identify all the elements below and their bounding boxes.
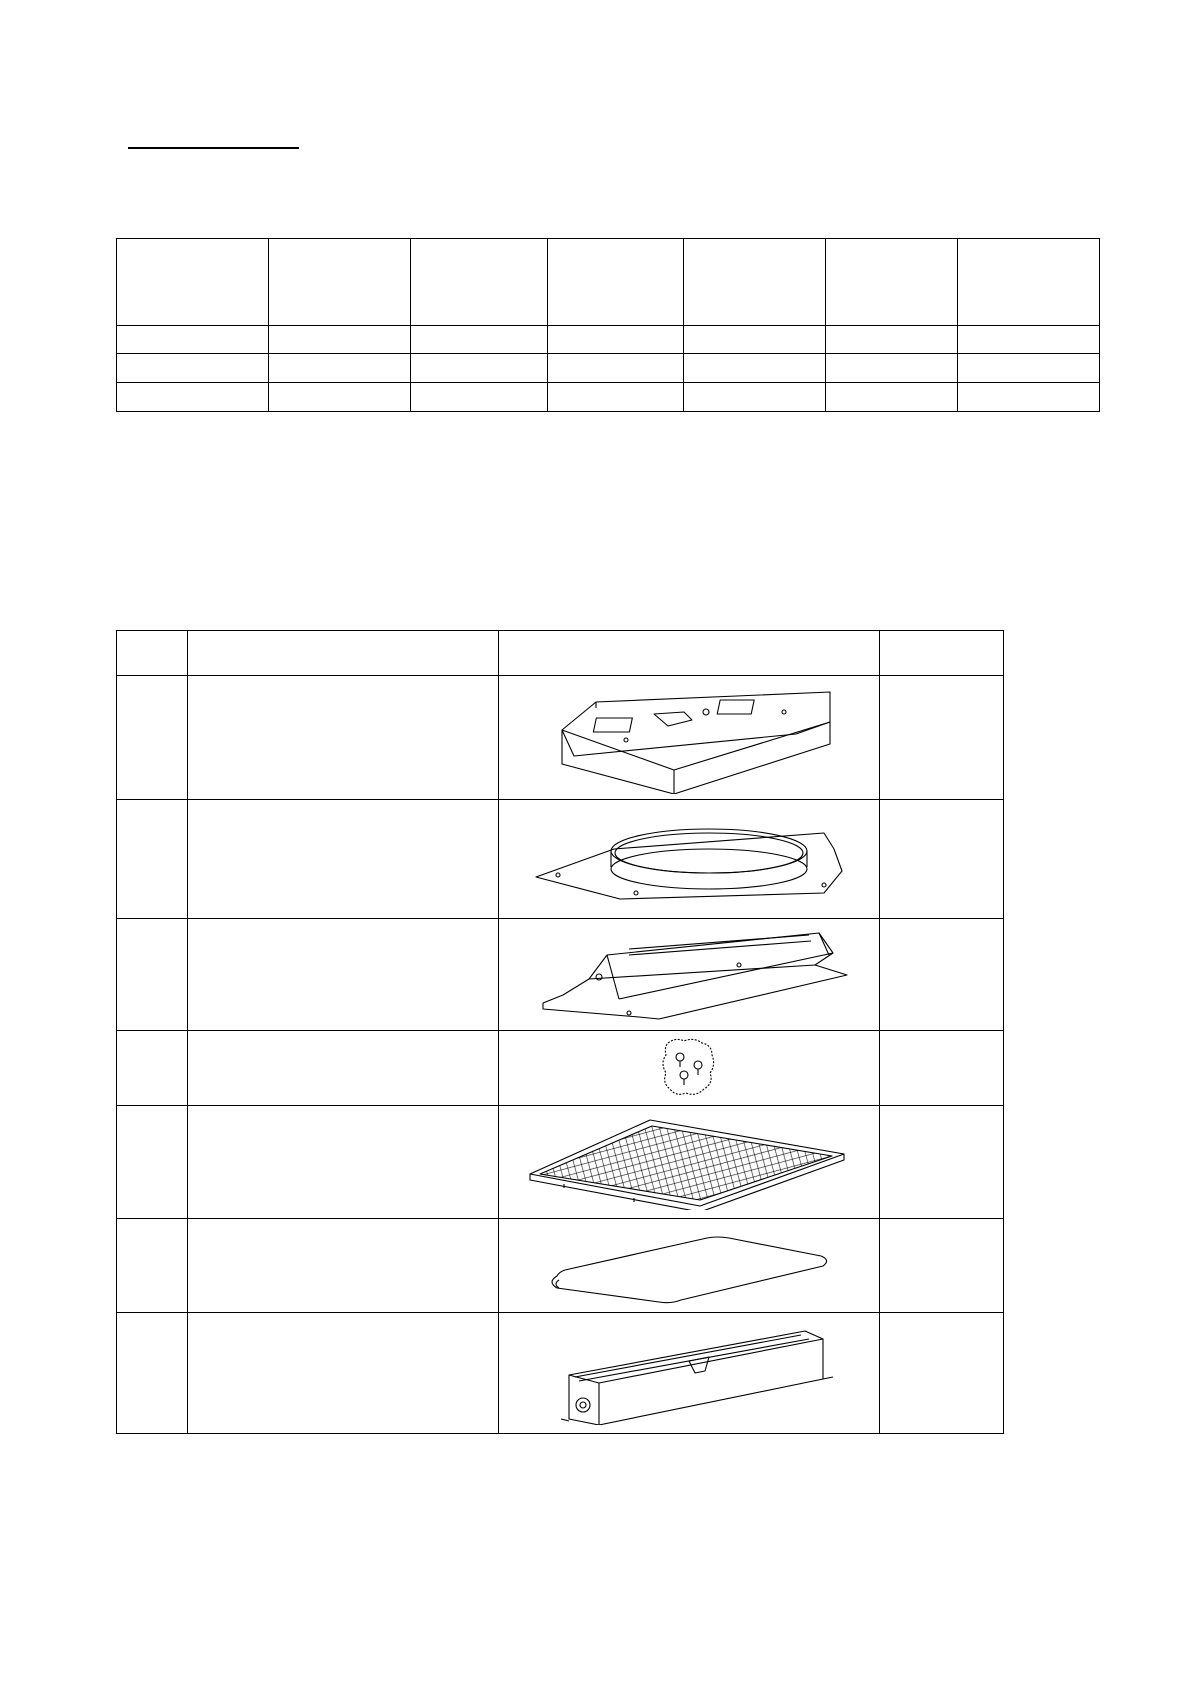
spec-cell xyxy=(548,326,684,354)
part-image-cell xyxy=(499,1219,880,1313)
part-name-cell xyxy=(188,1219,499,1313)
spec-cell xyxy=(117,354,269,383)
spec-cell xyxy=(411,354,548,383)
screws-bag-icon xyxy=(654,1035,724,1101)
spec-cell xyxy=(684,239,826,326)
part-no-cell xyxy=(117,1106,188,1219)
part-name-cell xyxy=(188,1313,499,1434)
spec-cell xyxy=(958,354,1100,383)
table-row xyxy=(117,1106,1004,1219)
flat-cover-plate-icon xyxy=(539,1226,839,1306)
part-no-cell xyxy=(117,676,188,800)
part-image-cell xyxy=(499,676,880,800)
part-no-cell xyxy=(117,1031,188,1106)
round-duct-adapter-plate-icon xyxy=(524,809,854,909)
spec-header-row xyxy=(117,239,1100,326)
table-row xyxy=(117,1313,1004,1434)
spec-cell xyxy=(269,326,411,354)
part-name-cell xyxy=(188,1031,499,1106)
part-qty-cell xyxy=(880,1031,1004,1106)
header-name-cell xyxy=(188,631,499,676)
part-no-cell xyxy=(117,919,188,1031)
part-qty-cell xyxy=(880,1106,1004,1219)
part-name-cell xyxy=(188,919,499,1031)
part-no-cell xyxy=(117,1219,188,1313)
spec-cell xyxy=(958,383,1100,412)
grease-mesh-filter-icon xyxy=(524,1114,854,1210)
spec-row xyxy=(117,354,1100,383)
spec-cell xyxy=(684,354,826,383)
part-no-cell xyxy=(117,800,188,919)
specification-table xyxy=(116,238,1100,412)
spec-cell xyxy=(958,326,1100,354)
spec-row xyxy=(117,326,1100,354)
part-name-cell xyxy=(188,676,499,800)
parts-list-table xyxy=(116,630,1004,1434)
part-qty-cell xyxy=(880,1219,1004,1313)
spec-cell xyxy=(548,354,684,383)
spec-cell xyxy=(117,239,269,326)
range-hood-body-icon xyxy=(534,682,844,794)
part-image-cell xyxy=(499,919,880,1031)
mounting-bracket-icon xyxy=(529,925,849,1025)
spec-cell xyxy=(269,383,411,412)
part-name-cell xyxy=(188,800,499,919)
spec-cell xyxy=(684,383,826,412)
part-qty-cell xyxy=(880,919,1004,1031)
spec-cell xyxy=(117,383,269,412)
spec-cell xyxy=(269,239,411,326)
table-row xyxy=(117,1031,1004,1106)
table-row xyxy=(117,676,1004,800)
spec-cell xyxy=(269,354,411,383)
header-image-cell xyxy=(499,631,880,676)
spec-row xyxy=(117,383,1100,412)
part-name-cell xyxy=(188,1106,499,1219)
spec-cell xyxy=(684,326,826,354)
parts-header-row xyxy=(117,631,1004,676)
junction-box-icon xyxy=(539,1321,839,1425)
spec-cell xyxy=(548,239,684,326)
table-row xyxy=(117,919,1004,1031)
spec-cell xyxy=(411,326,548,354)
part-no-cell xyxy=(117,1313,188,1434)
spec-cell xyxy=(411,239,548,326)
spec-cell xyxy=(548,383,684,412)
header-qty-cell xyxy=(880,631,1004,676)
part-image-cell xyxy=(499,800,880,919)
part-qty-cell xyxy=(880,800,1004,919)
part-qty-cell xyxy=(880,1313,1004,1434)
spec-cell xyxy=(826,354,958,383)
heading-underline xyxy=(128,147,299,149)
part-image-cell xyxy=(499,1031,880,1106)
spec-cell xyxy=(826,326,958,354)
spec-cell xyxy=(826,239,958,326)
spec-cell xyxy=(826,383,958,412)
part-image-cell xyxy=(499,1106,880,1219)
table-row xyxy=(117,1219,1004,1313)
spec-cell xyxy=(411,383,548,412)
part-image-cell xyxy=(499,1313,880,1434)
spec-cell xyxy=(958,239,1100,326)
spec-cell xyxy=(117,326,269,354)
table-row xyxy=(117,800,1004,919)
part-qty-cell xyxy=(880,676,1004,800)
header-no-cell xyxy=(117,631,188,676)
